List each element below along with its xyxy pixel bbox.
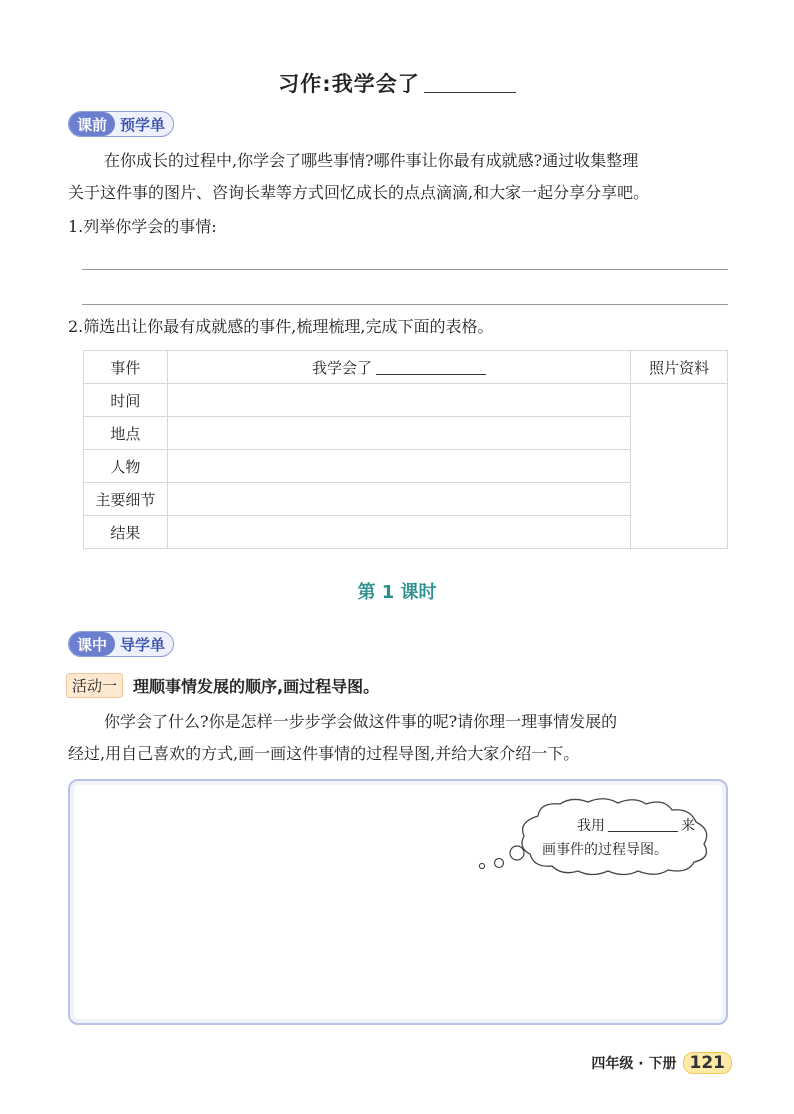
activity-para-line-2: 经过,用自己喜欢的方式,画一画这件事情的过程导图,并给大家介绍一下。 [68, 744, 580, 763]
bubble-dot-large [510, 846, 524, 860]
table-cell-people[interactable] [167, 450, 631, 483]
table-cell-time[interactable] [167, 384, 631, 417]
activity-title: 理顺事情发展的顺序,画过程导图。 [133, 677, 380, 696]
answer-line-2[interactable] [82, 304, 728, 305]
pre-class-badge-sub: 预学单 [120, 115, 166, 134]
lesson-title: 第 1 课时 [357, 582, 437, 603]
table-header-photo: 照片资料 [631, 351, 728, 384]
page-footer [591, 1052, 732, 1074]
bubble-dot-medium [495, 859, 504, 868]
table-row-label: 主要细节 [84, 483, 168, 516]
table-cell-place[interactable] [167, 417, 631, 450]
bubble-text-b: 来 [681, 818, 695, 834]
table-row-label: 结果 [84, 516, 168, 549]
table-row-label: 时间 [84, 384, 168, 417]
page-number: 121 [683, 1052, 733, 1074]
activity-heading [66, 673, 379, 698]
table-header-learned [167, 351, 631, 384]
in-class-badge-main: 课中 [69, 632, 115, 656]
table-row-label: 地点 [84, 417, 168, 450]
question-2: 2.筛选出让你最有成就感的事件,梳理梳理,完成下面的表格。 [68, 317, 494, 336]
activity-para-line-1: 你学会了什么?你是怎样一步步学会做这件事的呢?请你理一理事情发展的 [104, 712, 618, 731]
question-1: 1.列举你学会的事情: [68, 217, 217, 236]
bubble-text-a: 我用 [577, 818, 605, 834]
intro-line-2: 关于这件事的图片、咨询长辈等方式回忆成长的点点滴滴,和大家一起分享分享吧。 [68, 183, 650, 202]
pre-class-badge-main: 课前 [69, 112, 115, 136]
pre-class-badge [68, 111, 174, 137]
event-table [83, 350, 728, 549]
activity-tag: 活动一 [66, 673, 123, 698]
table-cell-result[interactable] [167, 516, 631, 549]
table-row-label: 人物 [84, 450, 168, 483]
in-class-badge [68, 631, 174, 657]
bubble-dot-small [479, 863, 484, 868]
grade-label: 四年级 · 下册 [591, 1056, 677, 1072]
page-title [0, 68, 794, 98]
table-cell-details[interactable] [167, 483, 631, 516]
table-learned-blank[interactable] [376, 360, 486, 375]
in-class-badge-sub: 导学单 [120, 635, 166, 654]
table-cell-photo[interactable] [631, 384, 728, 549]
intro-line-1: 在你成长的过程中,你学会了哪些事情?哪件事让你最有成就感?通过收集整理 [104, 151, 639, 170]
answer-line-1[interactable] [82, 269, 728, 270]
bubble-text-line-1 [577, 814, 695, 838]
title-blank[interactable] [424, 74, 516, 93]
table-header-event: 事件 [84, 351, 168, 384]
bubble-blank[interactable] [608, 817, 678, 832]
bubble-text-line-2: 画事件的过程导图。 [542, 842, 668, 858]
page-title-text: 习作:我学会了 [278, 72, 420, 96]
table-header-learned-text: 我学会了 [312, 358, 373, 377]
